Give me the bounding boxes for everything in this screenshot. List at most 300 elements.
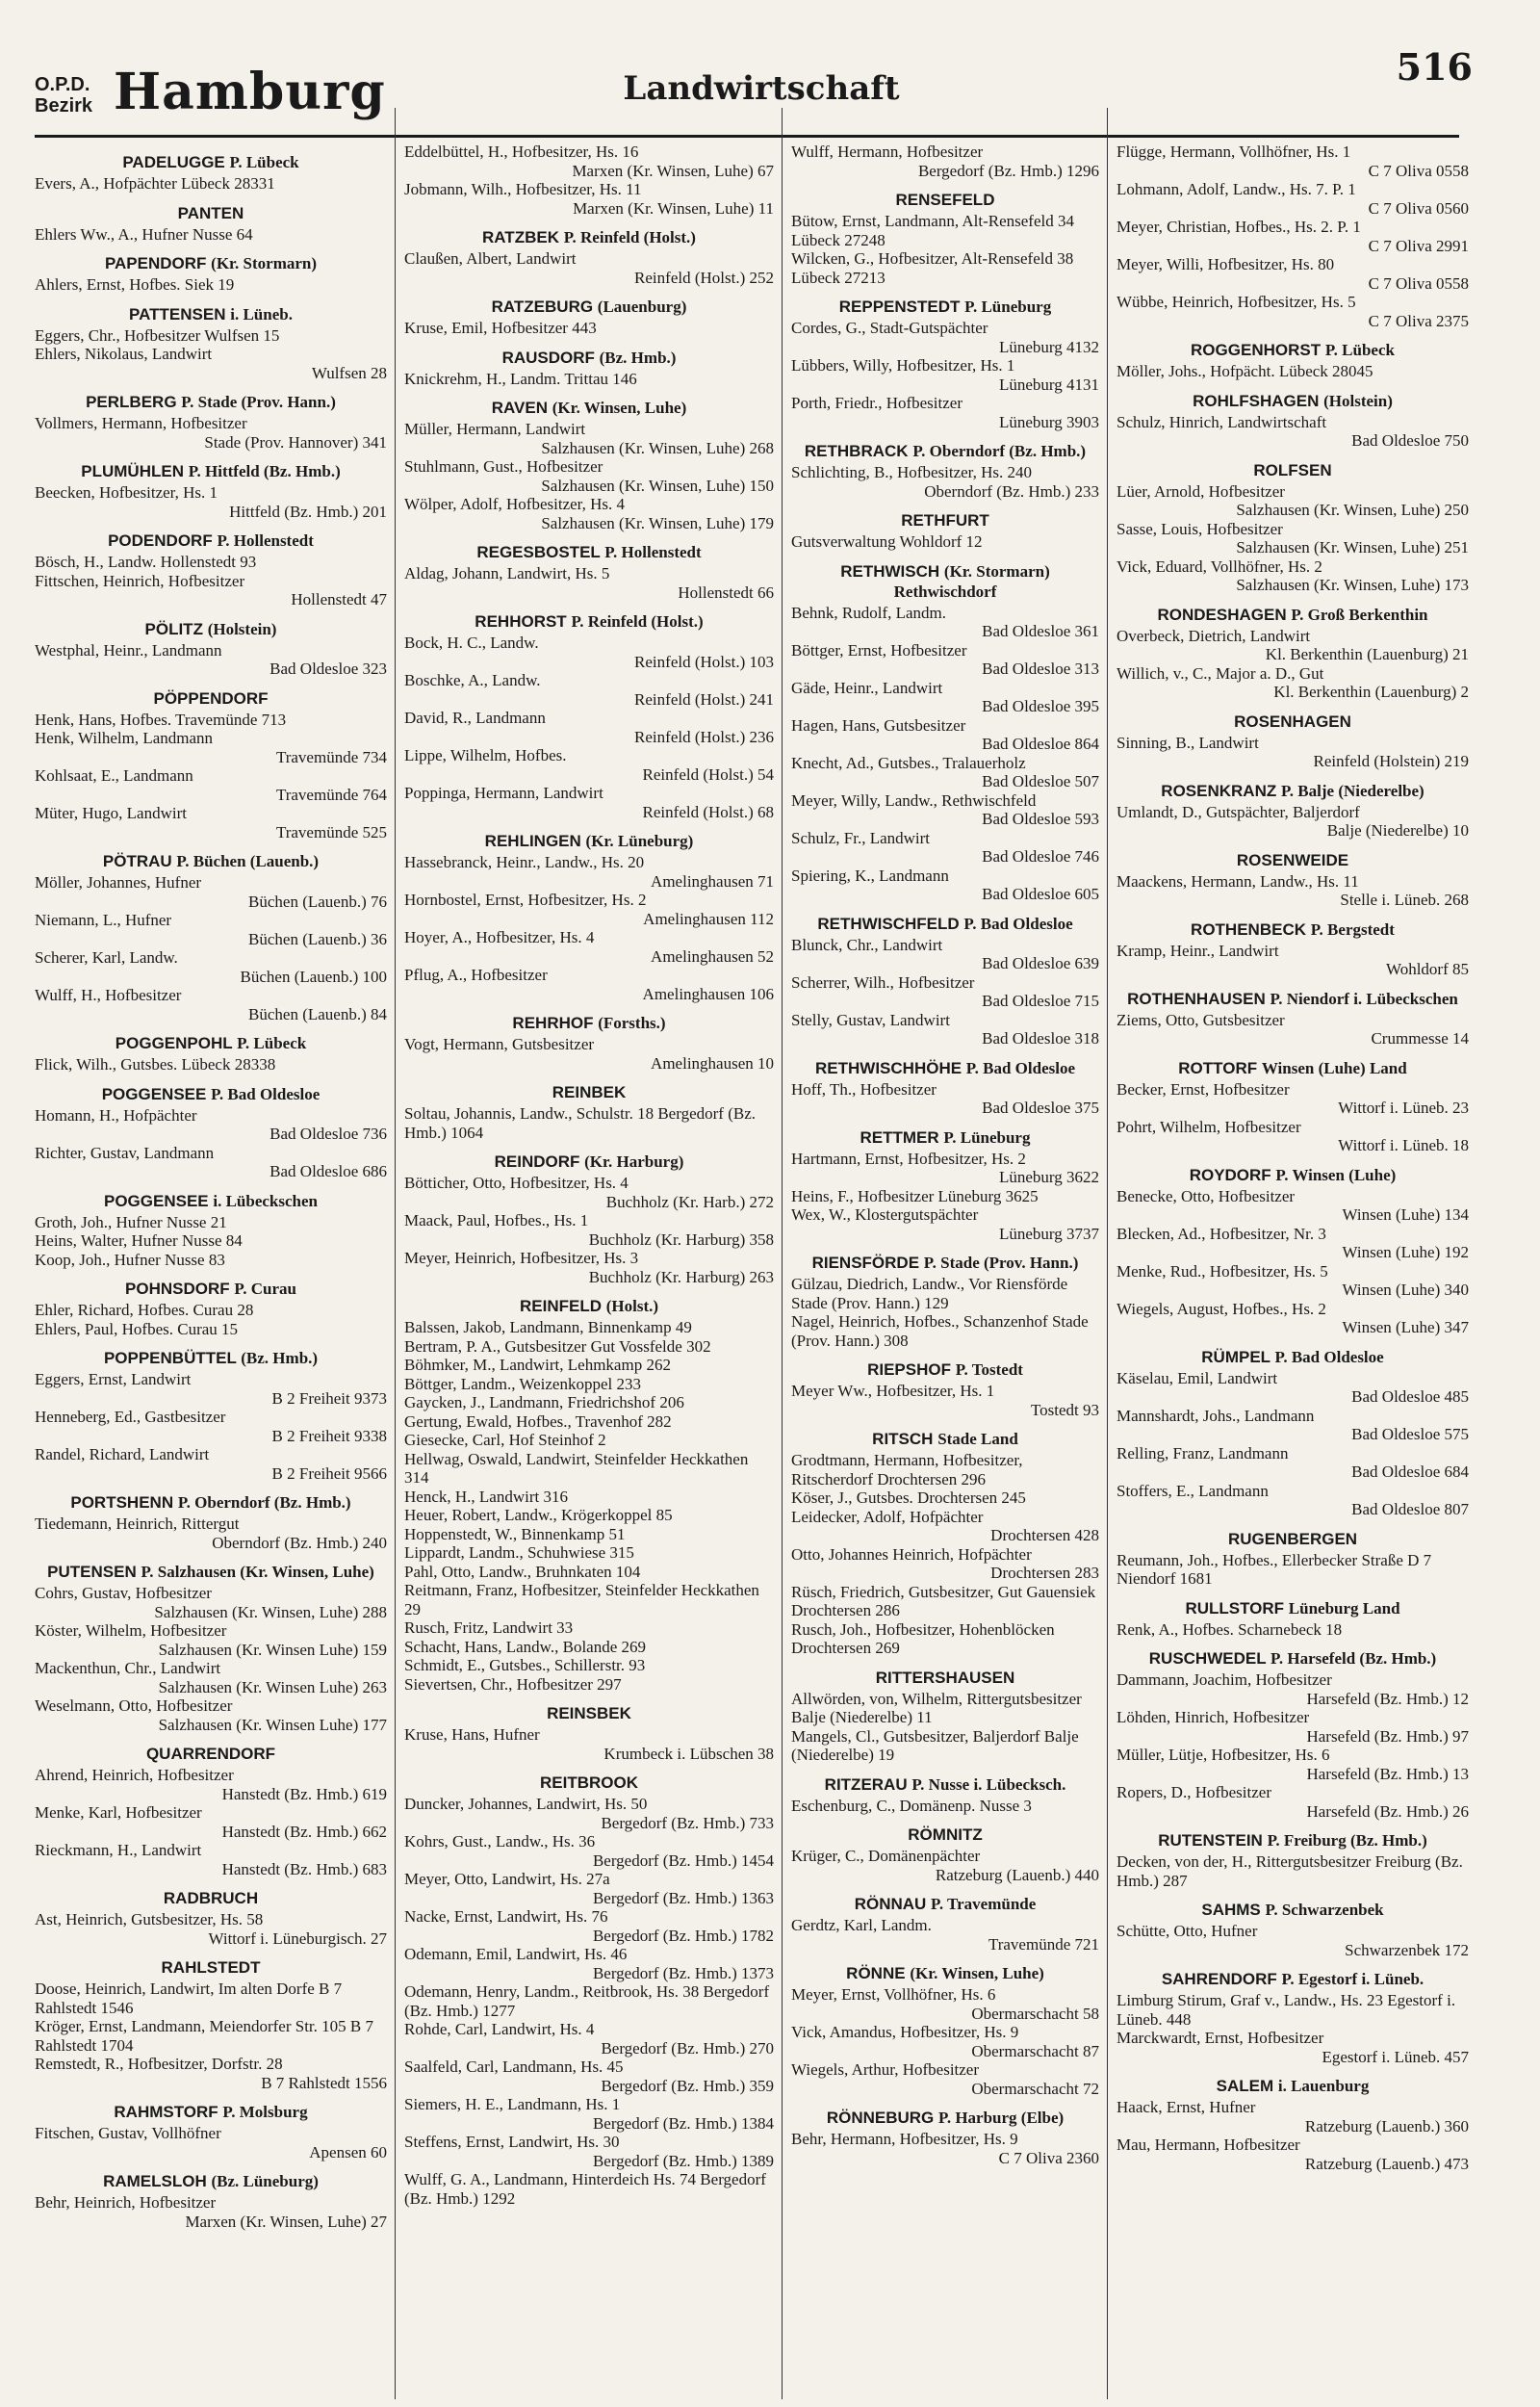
directory-entry <box>404 319 774 338</box>
town-name: RIENSFÖRDE <box>811 1254 920 1272</box>
town-heading <box>1116 781 1469 801</box>
section-title: Landwirtschaft <box>623 69 900 108</box>
directory-entry <box>1116 520 1469 557</box>
directory-entry <box>1116 2135 1469 2173</box>
directory-entry <box>791 641 1099 679</box>
town-post-office: P. Nusse i. Lübecksch. <box>911 1774 1066 1794</box>
entry-phone-line: Wittorf i. Lüneb. 23 <box>1338 1099 1469 1117</box>
entry-name-line: Nagel, Heinrich, Hofbes., Schanzenhof Stade (Prov. Hann.) 308 <box>791 1312 1089 1350</box>
town-name: RETHFURT <box>901 511 989 530</box>
directory-entry <box>35 911 387 948</box>
town-name: ROGGENHORST <box>1191 341 1322 359</box>
directory-entry <box>35 326 387 346</box>
entry-phone-line: Winsen (Luhe) 340 <box>1342 1281 1469 1299</box>
town-name: RETHWISCHFELD <box>817 914 960 933</box>
directory-entry <box>791 142 1099 180</box>
town-heading <box>791 1825 1099 1845</box>
entry-name-line: Wulff, H., Hofbesitzer <box>35 986 182 1004</box>
town-name: RUTENSTEIN <box>1158 1831 1263 1850</box>
entry-name-line: Meyer Ww., Hofbesitzer, Hs. 1 <box>791 1382 995 1400</box>
town-name: SAHRENDORF <box>1161 1970 1277 1988</box>
directory-entry <box>791 1451 1099 1488</box>
entry-name-line: Scherrer, Wilh., Hofbesitzer <box>791 972 975 992</box>
entry-name-line: Mannshardt, Johs., Landmann <box>1116 1406 1315 1425</box>
entry-name-line: Saalfeld, Carl, Landmann, Hs. 45 <box>404 2058 624 2076</box>
town-post-office: P. Bergstedt <box>1310 919 1395 939</box>
entry-name-line: Rieckmann, H., Landwirt <box>35 1841 202 1859</box>
entry-name-line: Limburg Stirum, Graf v., Landw., Hs. 23 Egestorf i. Lüneb. 448 <box>1116 1991 1456 2029</box>
entry-name-line: Groth, Joh., Hufner Nusse 21 <box>35 1212 227 1231</box>
entry-phone-line: Salzhausen (Kr. Winsen Luhe) 177 <box>158 1715 387 1734</box>
entry-phone-line: Wohldorf 85 <box>1386 960 1469 978</box>
town-name: PÖTRAU <box>102 852 172 870</box>
entry-phone-line: Bad Oldesloe 485 <box>1351 1387 1469 1406</box>
town-heading <box>404 1296 774 1316</box>
town-heading <box>791 1429 1099 1449</box>
town-post-office: (Lauenburg) <box>597 298 687 316</box>
entry-phone-line: Bad Oldesloe 750 <box>1351 431 1469 450</box>
directory-entry <box>404 746 774 784</box>
entry-name-line: Schacht, Hans, Landw., Bolande 269 <box>404 1637 647 1656</box>
town-name: RAHLSTEDT <box>161 1958 261 1977</box>
town-heading <box>35 851 387 871</box>
entry-phone-line: Bad Oldesloe 736 <box>270 1125 387 1143</box>
town-post-office: Lüneburg Land <box>1288 1598 1400 1618</box>
directory-entry <box>1116 627 1469 664</box>
town-name: PAPENDORF <box>104 254 207 272</box>
entry-name-line: Hoyer, A., Hofbesitzer, Hs. 4 <box>404 928 595 946</box>
town-heading <box>1116 712 1469 732</box>
directory-entry <box>1116 1187 1469 1225</box>
entry-phone-line: Büchen (Lauenb.) 76 <box>248 892 387 911</box>
directory-entry <box>35 1841 387 1878</box>
entry-name-line: Tiedemann, Heinrich, Rittergut <box>35 1514 240 1533</box>
town-heading <box>404 1703 774 1723</box>
directory-entry <box>404 966 774 1003</box>
entry-phone-line: Travemünde 525 <box>275 822 387 841</box>
entry-phone-line: Ratzeburg (Lauenb.) 473 <box>1304 2154 1469 2173</box>
town-post-office: P. Salzhausen (Kr. Winsen, Luhe) <box>141 1563 374 1581</box>
town-post-office: P. Schwarzenbek <box>1265 1901 1384 1919</box>
entry-phone-line: Travemünde 734 <box>275 747 387 766</box>
town-post-office: P. Harsefeld (Bz. Hmb.) <box>1270 1649 1437 1668</box>
directory-entry <box>404 1431 774 1450</box>
entry-name-line: Reumann, Joh., Hofbes., Ellerbecker Straße D 7 Niendorf 1681 <box>1116 1550 1432 1588</box>
entry-name-line: Pohrt, Wilhelm, Hofbesitzer <box>1116 1117 1301 1136</box>
directory-entry <box>791 2130 1099 2167</box>
entry-name-line: Eschenburg, C., Domänenp. Nusse 3 <box>791 1796 1032 1815</box>
directory-entry <box>404 1525 774 1544</box>
entry-name-line: Marckwardt, Ernst, Hofbesitzer <box>1116 2029 1324 2047</box>
directory-entry <box>1116 1011 1469 1048</box>
town-heading <box>1116 2076 1469 2096</box>
directory-entry <box>35 1659 387 1696</box>
town-name: RÖMNITZ <box>908 1825 983 1844</box>
town-name: REITBROOK <box>540 1773 638 1792</box>
entry-phone-line: Bad Oldesloe 639 <box>982 954 1099 972</box>
entry-phone-line: Drochtersen 283 <box>990 1564 1099 1582</box>
entry-phone-line: Kl. Berkenthin (Lauenburg) 21 <box>1265 645 1469 663</box>
entry-phone-line: Tostedt 93 <box>1030 1400 1099 1419</box>
directory-entry <box>791 1797 1099 1816</box>
directory-entry <box>404 1675 774 1695</box>
directory-entry <box>791 2060 1099 2098</box>
town-post-office: P. Büchen (Lauenb.) <box>176 852 320 870</box>
entry-name-line: Claußen, Albert, Landwirt <box>404 249 577 268</box>
town-heading <box>404 1152 774 1172</box>
entry-name-line: Knecht, Ad., Gutsbes., Tralauerholz <box>791 753 1026 772</box>
entry-phone-line: Lüneburg 3903 <box>998 412 1099 431</box>
town-heading <box>791 190 1099 210</box>
entry-phone-line: Stade (Prov. Hannover) 341 <box>204 432 387 452</box>
directory-entry <box>404 1832 774 1870</box>
entry-name-line: Wex, W., Klostergutspächter <box>791 1205 979 1224</box>
town-post-office: P. Groß Berkenthin <box>1291 605 1428 624</box>
directory-entry <box>791 1382 1099 1419</box>
directory-entry <box>1116 180 1469 218</box>
entry-phone-line: Bad Oldesloe 715 <box>982 992 1099 1010</box>
directory-entry <box>791 1545 1099 1583</box>
entry-name-line: Fitschen, Gustav, Vollhöfner <box>35 2124 221 2142</box>
town-heading <box>1116 1830 1469 1851</box>
town-heading <box>404 542 774 562</box>
directory-entry <box>404 249 774 287</box>
directory-entry <box>404 1488 774 1507</box>
entry-name-line: Henck, H., Landwirt 316 <box>404 1487 568 1506</box>
entry-phone-line: Bergedorf (Bz. Hmb.) 1454 <box>592 1851 774 1870</box>
town-heading <box>791 1894 1099 1914</box>
town-name: PERLBERG <box>86 393 177 411</box>
entry-name-line: Rüsch, Friedrich, Gutsbesitzer, Gut Gauensiek Drochtersen 286 <box>791 1582 1096 1619</box>
entry-name-line: Heins, F., Hofbesitzer Lüneburg 3625 <box>791 1186 1039 1205</box>
town-name: ROTHENBECK <box>1191 919 1306 939</box>
directory-entry <box>791 532 1099 552</box>
entry-name-line: Dammann, Joachim, Hofbesitzer <box>1116 1670 1332 1689</box>
town-post-office: (Kr. Harburg) <box>584 1152 684 1171</box>
entry-name-line: Cohrs, Gustav, Hofbesitzer <box>35 1584 212 1602</box>
entry-name-line: Duncker, Johannes, Landwirt, Hs. 50 <box>404 1795 648 1813</box>
entry-name-line: Allwörden, von, Wilhelm, Rittergutsbesitzer Balje (Niederelbe) 11 <box>791 1689 1082 1726</box>
directory-entry <box>1116 734 1469 771</box>
town-post-office: P. Stade (Prov. Hann.) <box>923 1254 1079 1272</box>
entry-phone-line: Bad Oldesloe 395 <box>982 697 1099 715</box>
entry-phone-line: Bad Oldesloe 684 <box>1351 1462 1469 1481</box>
town-post-office: (Bz. Hmb.) <box>241 1349 319 1367</box>
town-heading <box>791 914 1099 934</box>
town-post-office: P. Hollenstedt <box>217 531 314 550</box>
entry-name-line: Bösch, H., Landw. Hollenstedt 93 <box>35 553 257 571</box>
entry-phone-line: Salzhausen (Kr. Winsen, Luhe) 288 <box>154 1602 387 1621</box>
directory-entry <box>35 1803 387 1841</box>
entry-name-line: Heuer, Robert, Landw., Krögerkoppel 85 <box>404 1506 673 1524</box>
directory-entry <box>35 1106 387 1144</box>
entry-phone-line: Bad Oldesloe 318 <box>982 1029 1099 1048</box>
directory-entry <box>1116 482 1469 520</box>
entry-name-line: Stoffers, E., Landmann <box>1116 1481 1269 1500</box>
entry-name-line: Möller, Johs., Hofpächt. Lübeck 28045 <box>1116 362 1373 380</box>
entry-phone-line: Wittorf i. Lüneburgisch. 27 <box>208 1928 387 1948</box>
entry-phone-line: Bergedorf (Bz. Hmb.) 733 <box>601 1813 774 1832</box>
entry-name-line: Kruse, Emil, Hofbesitzer 443 <box>404 319 597 337</box>
entry-name-line: David, R., Landmann <box>404 709 546 727</box>
directory-entry <box>1116 1783 1469 1821</box>
entry-phone-line: Krumbeck i. Lübschen 38 <box>603 1744 774 1763</box>
directory-entry <box>791 1011 1099 1048</box>
entry-name-line: Stuhlmann, Gust., Hofbesitzer <box>404 457 603 476</box>
directory-entry <box>404 1249 774 1286</box>
directory-entry <box>791 867 1099 904</box>
directory-entry <box>404 1211 774 1249</box>
directory-entry <box>404 2170 774 2208</box>
entry-name-line: Wölper, Adolf, Hofbesitzer, Hs. 4 <box>404 495 626 513</box>
directory-entry <box>404 1563 774 1582</box>
entry-name-line: Vollmers, Hermann, Hofbesitzer <box>35 414 247 432</box>
town-heading <box>1116 1598 1469 1618</box>
town-post-office: (Bz. Lüneburg) <box>211 2172 319 2190</box>
entry-phone-line: Salzhausen (Kr. Winsen, Luhe) 250 <box>1236 501 1469 519</box>
page-header <box>35 39 1488 123</box>
directory-column-2 <box>404 142 774 2386</box>
town-post-office: P. Bad Oldesloe <box>963 914 1073 933</box>
town-post-office: (Forsths.) <box>598 1014 666 1032</box>
entry-name-line: Schmidt, E., Gutsbes., Schillerstr. 93 <box>404 1656 646 1674</box>
directory-entry <box>404 1907 774 1945</box>
town-post-office: P. Tostedt <box>955 1360 1023 1379</box>
town-heading <box>35 152 387 172</box>
directory-entry <box>1116 142 1469 180</box>
entry-phone-line: Büchen (Lauenb.) 84 <box>248 1004 387 1023</box>
directory-entry <box>791 679 1099 716</box>
town-heading <box>35 1492 387 1513</box>
town-heading <box>1116 1165 1469 1185</box>
town-name: POGGENSEE <box>101 1084 207 1103</box>
entry-phone-line: Crummesse 14 <box>1371 1029 1469 1048</box>
directory-entry <box>404 891 774 928</box>
entry-name-line: Käselau, Emil, Landwirt <box>1116 1368 1278 1387</box>
entry-phone-line: C 7 Oliva 2375 <box>1368 311 1469 330</box>
town-name: RUSCHWEDEL <box>1148 1649 1267 1668</box>
entry-name-line: Niemann, L., Hufner <box>35 911 172 929</box>
entry-name-line: Lüer, Arnold, Hofbesitzer <box>1116 481 1285 501</box>
entry-name-line: Porth, Friedr., Hofbesitzer <box>791 394 962 412</box>
entry-name-line: Hassebranck, Heinr., Landw., Hs. 20 <box>404 853 645 871</box>
entry-name-line: Nacke, Ernst, Landwirt, Hs. 76 <box>404 1907 608 1926</box>
entry-name-line: Böttger, Landm., Weizenkoppel 233 <box>404 1374 641 1393</box>
town-name: POPPENBÜTTEL <box>103 1349 237 1367</box>
entry-name-line: Fittschen, Heinrich, Hofbesitzer <box>35 571 245 590</box>
town-name: RAHMSTORF <box>114 2103 218 2121</box>
town-heading <box>791 1668 1099 1688</box>
directory-entry <box>35 711 387 730</box>
entry-name-line: Hartmann, Ernst, Hofbesitzer, Hs. 2 <box>791 1149 1026 1168</box>
town-name: RÖNNEBURG <box>826 2109 935 2127</box>
town-heading <box>404 227 774 247</box>
town-name: REHRHOF <box>512 1014 594 1032</box>
entry-name-line: Meyer, Ernst, Vollhöfner, Hs. 6 <box>791 1985 996 2004</box>
town-heading <box>35 1348 387 1368</box>
entry-name-line: Benecke, Otto, Hofbesitzer <box>1116 1186 1296 1205</box>
town-name: PLUMÜHLEN <box>81 462 184 480</box>
entry-name-line: Meyer, Christian, Hofbes., Hs. 2. P. 1 <box>1116 218 1361 236</box>
entry-name-line: Blecken, Ad., Hofbesitzer, Nr. 3 <box>1116 1224 1326 1243</box>
column-divider <box>782 108 783 2399</box>
directory-column-1 <box>35 142 387 2386</box>
directory-entry <box>791 604 1099 641</box>
directory-entry <box>35 1213 387 1232</box>
entry-name-line: Köser, J., Gutsbes. Drochtersen 245 <box>791 1488 1026 1507</box>
town-name: PADELUGGE <box>122 153 225 171</box>
town-post-office: P. Freiburg (Bz. Hmb.) <box>1267 1831 1427 1850</box>
entry-name-line: Eggers, Chr., Hofbesitzer Wulfsen 15 <box>35 325 280 345</box>
town-heading <box>404 1773 774 1793</box>
town-heading <box>35 1191 387 1211</box>
directory-entry <box>404 2020 774 2058</box>
entry-name-line: Weselmann, Otto, Hofbesitzer <box>35 1696 233 1715</box>
entry-phone-line: Salzhausen (Kr. Winsen Luhe) 159 <box>158 1640 387 1659</box>
entry-phone-line: Salzhausen (Kr. Winsen, Luhe) 173 <box>1236 576 1469 594</box>
entry-phone-line: C 7 Oliva 0558 <box>1368 273 1469 293</box>
entry-phone-line: Bad Oldesloe 686 <box>270 1162 387 1180</box>
town-heading <box>35 1888 387 1908</box>
directory-entry <box>35 1055 387 1074</box>
town-heading <box>35 1279 387 1299</box>
entry-phone-line: Bad Oldesloe 323 <box>270 660 387 678</box>
town-name: SALEM <box>1216 2077 1274 2095</box>
town-heading <box>404 297 774 317</box>
town-heading <box>791 1963 1099 1983</box>
directory-entry <box>35 345 387 382</box>
directory-entry <box>791 829 1099 867</box>
town-name: RIEPSHOF <box>867 1360 951 1379</box>
entry-name-line: Steffens, Ernst, Landwirt, Hs. 30 <box>404 2133 620 2151</box>
town-heading <box>1116 1969 1469 1989</box>
entry-name-line: Henk, Hans, Hofbes. Travemünde 713 <box>35 710 287 729</box>
entry-name-line: Otto, Johannes Heinrich, Hofpächter <box>791 1544 1032 1564</box>
directory-entry <box>404 634 774 671</box>
entry-name-line: Behr, Heinrich, Hofbesitzer <box>35 2193 217 2212</box>
town-name: PATTENSEN <box>129 304 226 324</box>
entry-name-line: Grodtmann, Hermann, Hofbesitzer, Ritscherdorf Drochtersen 296 <box>791 1451 1023 1488</box>
entry-phone-line: Reinfeld (Holst.) 236 <box>634 727 774 746</box>
directory-entry <box>35 2017 387 2055</box>
entry-name-line: Umlandt, D., Gutspächter, Baljerdorf <box>1116 802 1360 821</box>
town-heading <box>35 203 387 223</box>
town-name: POHNSDORF <box>125 1280 230 1298</box>
town-heading <box>404 348 774 368</box>
entry-name-line: Homann, H., Hofpächter <box>35 1105 197 1125</box>
entry-name-line: Becker, Ernst, Hofbesitzer <box>1116 1079 1290 1099</box>
entry-name-line: Richter, Gustav, Landmann <box>35 1143 215 1162</box>
entry-name-line: Meyer, Otto, Landwirt, Hs. 27a <box>404 1870 610 1888</box>
town-heading <box>404 1013 774 1033</box>
town-heading <box>791 1253 1099 1273</box>
entry-name-line: Blunck, Chr., Landwirt <box>791 935 943 954</box>
entry-name-line: Knickrehm, H., Landm. Trittau 146 <box>404 369 637 388</box>
entry-phone-line: Buchholz (Kr. Harburg) 358 <box>588 1229 774 1249</box>
town-name: POGGENPOHL <box>115 1034 233 1052</box>
entry-name-line: Hornbostel, Ernst, Hofbesitzer, Hs. 2 <box>404 891 647 909</box>
town-name: RITSCH <box>872 1430 934 1448</box>
directory-column-4 <box>1116 142 1469 2386</box>
entry-phone-line: Reinfeld (Holst.) 252 <box>634 268 774 287</box>
directory-entry <box>1116 1118 1469 1155</box>
entry-phone-line: Stelle i. Lüneb. 268 <box>1340 891 1469 909</box>
directory-entry <box>404 457 774 495</box>
directory-entry <box>404 1618 774 1638</box>
entry-name-line: Beecken, Hofbesitzer, Hs. 1 <box>35 483 218 502</box>
entry-phone-line: Reinfeld (Holst.) 68 <box>642 802 774 821</box>
town-name: ROSENHAGEN <box>1234 712 1351 731</box>
directory-entry <box>1116 2029 1469 2066</box>
town-heading <box>1116 1529 1469 1549</box>
directory-entry <box>404 784 774 821</box>
town-name: RADBRUCH <box>163 1889 259 1907</box>
entry-name-line: Cordes, G., Stadt-Gutspächter <box>791 319 988 337</box>
entry-name-line: Ehlers, Paul, Hofbes. Curau 15 <box>35 1319 239 1338</box>
directory-entry <box>35 1408 387 1445</box>
entry-name-line: Kruse, Hans, Hufner <box>404 1725 540 1744</box>
town-heading <box>35 1033 387 1053</box>
town-name: RUGENBERGEN <box>1227 1529 1358 1548</box>
entry-phone-line: C 7 Oliva 0560 <box>1368 198 1469 218</box>
entry-name-line: Willich, v., C., Major a. D., Gut <box>1116 663 1324 683</box>
entry-name-line: Westphal, Heinr., Landmann <box>35 640 222 660</box>
entry-name-line: Lohmann, Adolf, Landw., Hs. 7. P. 1 <box>1116 180 1356 198</box>
directory-entry <box>404 420 774 457</box>
directory-entry <box>791 791 1099 829</box>
entry-name-line: Koop, Joh., Hufner Nusse 83 <box>35 1250 225 1269</box>
directory-entry <box>791 1187 1099 1206</box>
entry-phone-line: Winsen (Luhe) 192 <box>1342 1243 1469 1261</box>
header-rule <box>35 135 1459 138</box>
directory-entry <box>35 1301 387 1320</box>
entry-name-line: Scherer, Karl, Landw. <box>35 948 178 967</box>
entry-phone-line: Kl. Berkenthin (Lauenburg) 2 <box>1273 683 1469 701</box>
town-heading <box>35 688 387 709</box>
entry-name-line: Meyer, Willy, Landw., Rethwischfeld <box>791 790 1037 810</box>
entry-phone-line: Winsen (Luhe) 134 <box>1342 1205 1469 1224</box>
directory-entry <box>404 1581 774 1618</box>
town-post-office: (Holstein) <box>207 619 277 638</box>
entry-phone-line: B 7 Rahlstedt 1556 <box>261 2073 387 2092</box>
city-title: Hamburg <box>114 63 386 121</box>
directory-entry <box>1116 1262 1469 1300</box>
town-heading <box>35 2171 387 2191</box>
town-heading <box>1116 391 1469 411</box>
directory-entry <box>791 1985 1099 2023</box>
town-name: RITZERAU <box>824 1774 908 1794</box>
town-post-office: P. Bad Oldesloe <box>1274 1347 1384 1366</box>
entry-name-line: Böttger, Ernst, Hofbesitzer <box>791 640 967 660</box>
entry-name-line: Mackenthun, Chr., Landwirt <box>35 1659 221 1677</box>
entry-name-line: Heins, Walter, Hufner Nusse 84 <box>35 1231 243 1250</box>
entry-name-line: Behr, Hermann, Hofbesitzer, Hs. 9 <box>791 2130 1018 2148</box>
entry-phone-line: Marxen (Kr. Winsen, Luhe) 27 <box>185 2212 387 2231</box>
entry-phone-line: Bad Oldesloe 807 <box>1351 1500 1469 1518</box>
entry-name-line: Relling, Franz, Landmann <box>1116 1443 1289 1462</box>
town-post-office: P. Lüneburg <box>943 1127 1031 1147</box>
entry-name-line: Behnk, Rudolf, Landm. <box>791 603 947 622</box>
directory-entry <box>1116 1080 1469 1118</box>
town-post-office: (Bz. Hmb.) <box>599 348 677 367</box>
directory-entry <box>1116 413 1469 451</box>
directory-entry <box>791 1312 1099 1350</box>
entry-phone-line: Bad Oldesloe 507 <box>982 772 1099 790</box>
town-heading <box>791 441 1099 461</box>
directory-entry <box>1116 2098 1469 2135</box>
directory-entry <box>35 1621 387 1659</box>
bezirk-label: Bezirk <box>35 95 93 116</box>
